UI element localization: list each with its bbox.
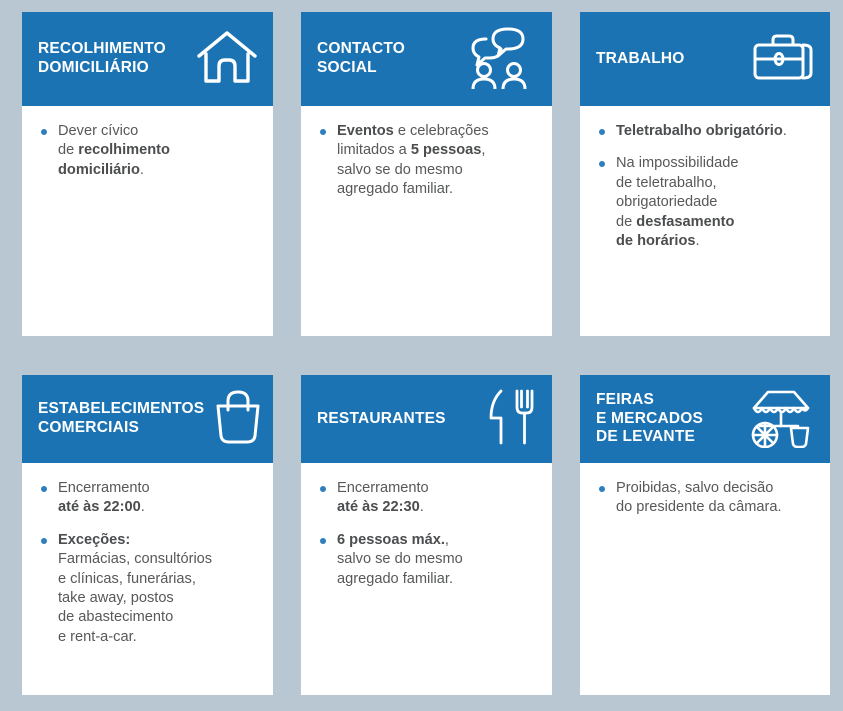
card-feiras-mercados-levante <box>580 375 830 695</box>
card-header <box>301 375 552 463</box>
card-header <box>580 375 830 463</box>
bullet-text: e celebrações limitados a <box>337 123 489 159</box>
card-header <box>22 12 273 106</box>
card-trabalho <box>580 12 830 336</box>
bullet-text: Na impossibilidade de teletrabalho, obrigatoriedade de <box>616 155 739 230</box>
card-recolhimento-domiciliario <box>22 12 273 336</box>
bullet-text-emphasis: Eventos <box>337 123 394 139</box>
speech-bubbles-people-icon <box>466 25 538 94</box>
bullet-item <box>319 479 538 518</box>
bullet-text: . <box>140 499 145 516</box>
bullet-text: . <box>782 123 787 139</box>
card-title: CONTACTO SOCIAL <box>317 40 405 76</box>
house-icon <box>195 28 259 91</box>
bullet-text-emphasis: desfasamento de horários <box>616 213 735 250</box>
card-header <box>22 375 273 463</box>
bullet-text: Encerramento <box>337 480 429 496</box>
bullet-item <box>598 154 816 251</box>
bullet-item <box>40 479 259 518</box>
bullet-item <box>40 122 259 180</box>
card-restaurantes <box>301 375 552 695</box>
bullet-list <box>598 479 816 518</box>
briefcase-icon <box>750 31 816 88</box>
card-body <box>580 463 830 695</box>
bullet-text: , salvo se do mesmo agregado familiar. <box>337 531 463 587</box>
bullet-list <box>319 122 538 200</box>
bullet-text-emphasis: 6 pessoas máx. <box>337 531 445 548</box>
bullet-text: . <box>139 161 144 178</box>
bullet-text-emphasis: até às 22:00 <box>58 499 141 516</box>
card-header <box>301 12 552 106</box>
bullet-text: . <box>419 499 424 516</box>
bullet-text-emphasis: até às 22:30 <box>337 499 420 516</box>
bullet-text: , salvo se do mesmo agregado familiar. <box>337 142 486 198</box>
card-estabelecimentos-comerciais <box>22 375 273 695</box>
card-title: TRABALHO <box>596 49 685 67</box>
bullet-text: Farmácias, consultórios e clínicas, funerárias, take away, postos de abastecimento e rent-a-car. <box>58 551 213 645</box>
market-stall-icon <box>746 386 816 453</box>
card-title: RECOLHIMENTO DOMICILIÁRIO <box>38 40 166 76</box>
bullet-text: Proibidas, salvo decisão do presidente da câmara. <box>616 480 782 516</box>
card-body <box>22 463 273 695</box>
card-body <box>22 106 273 336</box>
card-title: FEIRAS E MERCADOS DE LEVANTE <box>596 390 704 446</box>
bullet-text: Encerramento <box>58 480 150 496</box>
bullet-list <box>40 122 259 180</box>
bullet-text-emphasis: 5 pessoas <box>410 142 482 159</box>
bullet-item <box>40 531 259 647</box>
bullet-text-emphasis: Teletrabalho obrigatório <box>616 123 783 139</box>
bullet-text-emphasis: Exceções: <box>58 531 131 548</box>
bullet-text: Dever cívico de <box>58 123 139 159</box>
bullet-text-emphasis: recolhimento domiciliário <box>58 142 170 178</box>
card-body <box>301 463 552 695</box>
shopping-bag-icon <box>212 388 264 451</box>
bullet-text: . <box>695 233 700 250</box>
card-body <box>580 106 830 336</box>
card-title: RESTAURANTES <box>317 409 446 427</box>
bullet-item <box>598 122 816 141</box>
knife-fork-icon <box>484 387 538 452</box>
bullet-item <box>319 122 538 200</box>
bullet-list <box>319 479 538 589</box>
bullet-list <box>598 122 816 251</box>
card-contacto-social <box>301 12 552 336</box>
card-title: ESTABELECIMENTOS COMERCIAIS <box>38 400 205 436</box>
card-header <box>580 12 830 106</box>
bullet-list <box>40 479 259 647</box>
bullet-item <box>319 531 538 589</box>
card-body <box>301 106 552 336</box>
bullet-item <box>598 479 816 518</box>
